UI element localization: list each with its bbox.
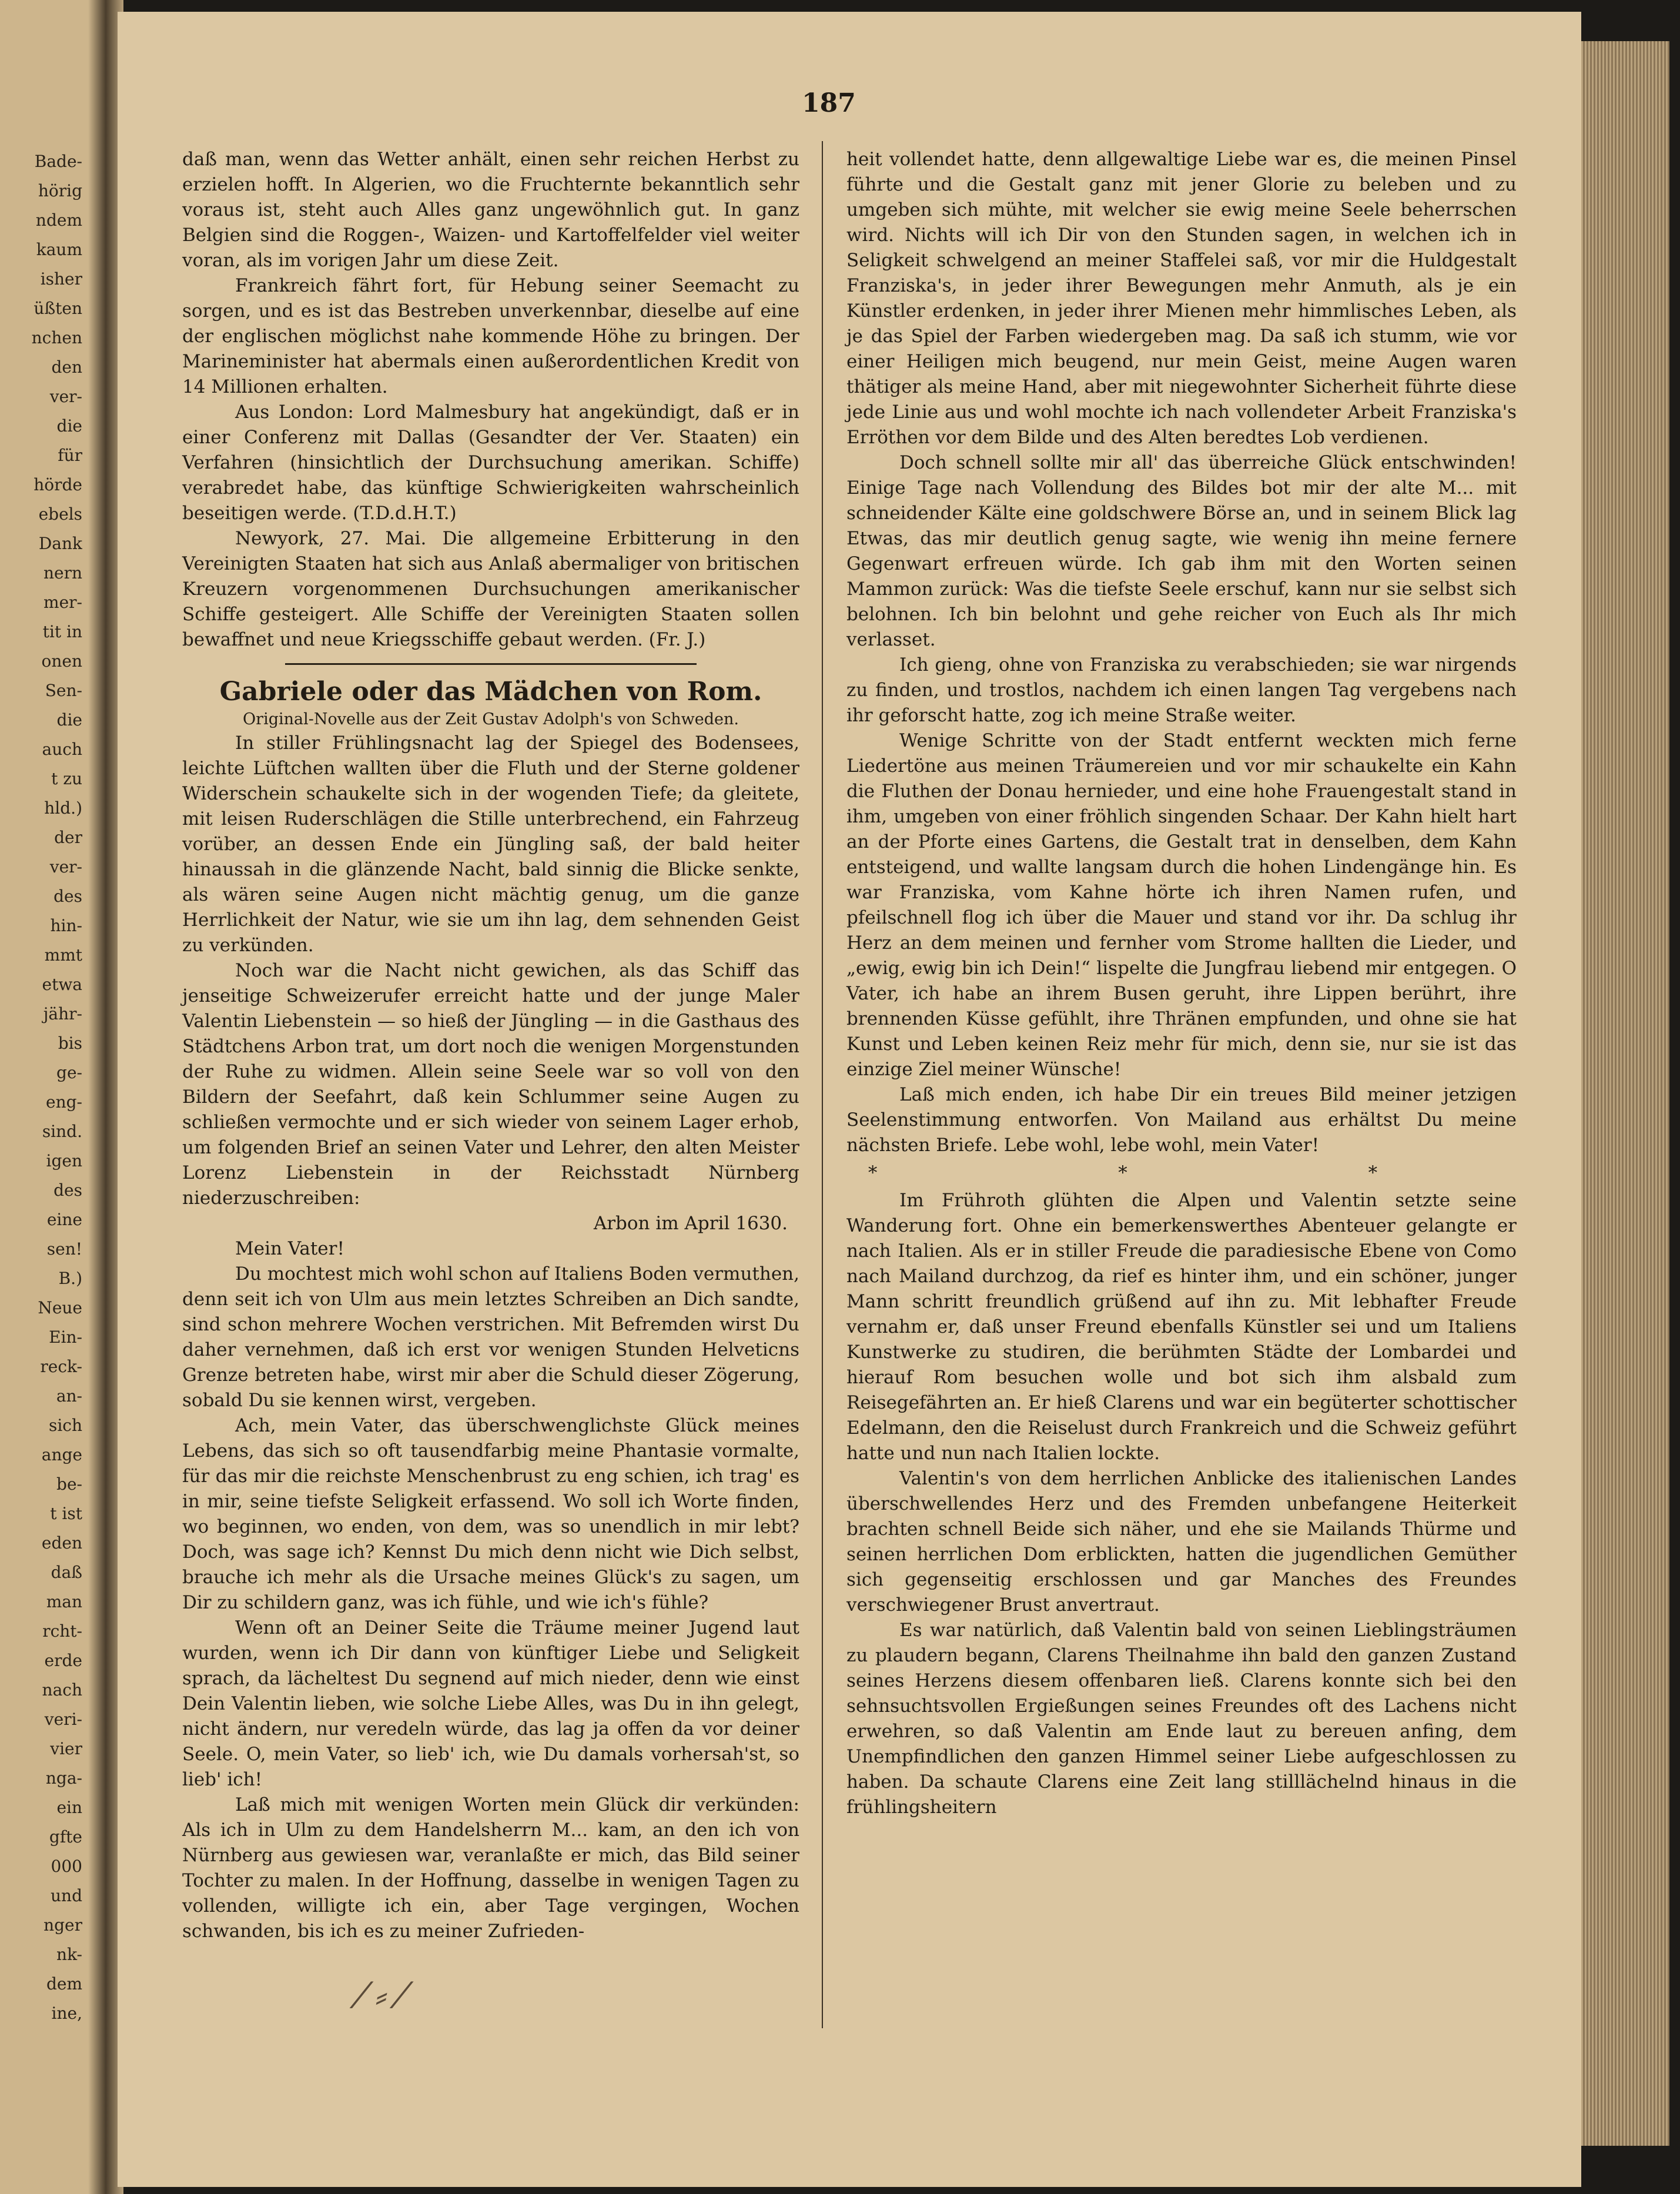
letter-paragraph: heit vollendet hatte, denn allgewaltige Liebe war es, die meinen Pinsel führte und die Gestalt ganz mit jener Glorie zu beleben und zu umgeben sich mühte, mit welcher sie ewig meine Seele beherrschen wird. Nichts will ich Dir von den Stunden sagen, in welchen ich in Seligkeit schwelgend an meiner Staffelei saß, vor mir die Huldgestalt Franziska's, in jeder ihrer Bewegungen mehr Anmuth, als je ein Künstler erdenken, in jeder ihrer Mienen mehr himmlisches Leben, als je das Spiel der Farben wiedergeben mag. Da saß ich stumm, wie vor einer Heiligen mich beugend, nur mein Geist, meine Augen waren thätiger als meine Hand, aber mit niegewohnter Sicherheit führte diese jede Linie aus und wohl mochte ich nach vollendeter Arbeit Franziska's Erröthen vor dem Bilde und des Alten beredtes Lob verdienen. bbox=[846, 149, 1517, 448]
left-page-fragment: ine, bbox=[51, 2004, 82, 2023]
left-page-fragment: ge- bbox=[56, 1063, 82, 1082]
story-paragraph: Im Frühroth glühten die Alpen und Valentin setzte seine Wanderung fort. Ohne ein bemerkenswerthes Abenteuer gelangte er nach Italien. Als er in stiller Freude die paradiesische Ebene von Como nach Mailand durchzog, da rief es hinter ihm, und ein schöner, junger Mann schritt freundlich grüßend auf ihn zu. Mit lebhafter Freude vernahm er, daß unser Freund ebenfalls Künstler sei und um Italiens Kunstwerke zu studiren, die berühmten Städte der Lombardei und hierauf Rom besuchen wolle und bot sich ihm alsbald zum Reisegefährten an. Er hieß Clarens und war ein begüterter schottischer Edelmann, den die Reiselust durch Frankreich und die Schweiz geführt hatte und nun nach Italien lockte. bbox=[846, 1190, 1517, 1464]
left-page-fragment: hin- bbox=[50, 916, 82, 935]
left-page-fragment: hörde bbox=[34, 475, 82, 494]
left-page-fragment: eine bbox=[46, 1210, 82, 1229]
left-page-fragment: onen bbox=[41, 651, 82, 671]
left-page-fragment: t ist bbox=[50, 1504, 82, 1523]
left-page-fragment: 000 bbox=[51, 1857, 82, 1876]
left-page-fragment: ver- bbox=[49, 387, 82, 406]
left-page-fragment: kaum bbox=[36, 240, 82, 259]
left-page-fragment: nger bbox=[43, 1915, 82, 1935]
news-paragraph: Newyork, 27. Mai. Die allgemeine Erbitterung in den Vereinigten Staaten hat sich aus Anlaß abermaliger von britischen Kreuzern vorgenommenen Durchsuchungen amerikanischer Schiffe gesteigert. Alle Schiffe der Vereinigten Staaten sollen bewaffnet und neue Kriegsschiffe gebaut werden. (Fr. J.) bbox=[182, 528, 799, 650]
left-page-fragment: rcht- bbox=[42, 1621, 82, 1641]
left-page-fragment: hld.) bbox=[44, 798, 82, 818]
left-page-fragment: bis bbox=[58, 1034, 82, 1053]
left-page-fragment: die bbox=[56, 710, 82, 730]
left-page-fragment: daß bbox=[51, 1563, 82, 1582]
left-page-fragment: Dank bbox=[38, 534, 82, 553]
left-page-fragments bbox=[0, 147, 82, 2028]
news-section bbox=[182, 147, 799, 653]
story-paragraph: Es war natürlich, daß Valentin bald von seinen Lieblingsträumen zu plaudern begann, Clarens Theilnahme ihn bald den ganzen Zustand seines Herzens diesem offenbaren ließ. Clarens konnte sich bei den sehnsuchtsvollen Ergießungen seines Freundes oft des Lachens nicht erwehren, so daß Valentin am Ende laut zu bereuen anfing, dem Unempfindlichen den ganzen Himmel seiner Liebe aufgeschlossen zu haben. Da schaute Clarens eine Zeit lang stilllächelnd hinaus in die frühlingsheitern bbox=[846, 1620, 1517, 1818]
section-stars: * * * bbox=[868, 1162, 1495, 1183]
left-page-fragment: des bbox=[53, 887, 82, 906]
left-page-fragment: nchen bbox=[31, 328, 82, 347]
left-page-fragment: Ein- bbox=[49, 1327, 82, 1347]
left-page-fragment: jähr- bbox=[43, 1004, 82, 1024]
left-page-fragment: dem bbox=[46, 1974, 82, 1994]
left-page-fragment: der bbox=[54, 828, 82, 847]
letter-paragraph: Ich gieng, ohne von Franziska zu verabschieden; sie war nirgends zu finden, und trostlos, nachdem ich einen langen Tag vergebens nach ihr geforscht hatte, zog ich meine Straße weiter. bbox=[846, 654, 1517, 726]
left-page-fragment: Neue bbox=[38, 1298, 82, 1317]
letter-paragraph: Laß mich mit wenigen Worten mein Glück dir verkünden: Als ich in Ulm zu dem Handelsherrn M... kam, an den ich von Nürnberg aus gewiesen war, veranlaßte er mich, das Bild seiner Tochter zu malen. In der Hoffnung, dasselbe in wenigen Tagen zu vollenden, willigte ich ein, aber Tage vergingen, Wochen schwanden, bis ich es zu meiner Zufrieden- bbox=[182, 1794, 799, 1942]
left-page-fragment: ndem bbox=[35, 210, 82, 230]
left-page-fragment: vier bbox=[50, 1739, 82, 1758]
left-page-fragment: t zu bbox=[51, 769, 82, 788]
left-page-fragment: eng- bbox=[46, 1092, 82, 1112]
left-page-fragment: mer- bbox=[43, 593, 82, 612]
left-page-fragment: man bbox=[46, 1592, 82, 1611]
letter-salutation: Mein Vater! bbox=[235, 1238, 344, 1259]
left-page-fragment: be- bbox=[56, 1474, 82, 1494]
section-rule bbox=[285, 663, 697, 665]
left-page-fragment: den bbox=[51, 357, 82, 377]
letter-paragraph: Du mochtest mich wohl schon auf Italiens Boden vermuthen, denn seit ich von Ulm aus mein letztes Schreiben an Dich sandte, sind schon mehrere Wochen verstrichen. Mit Befremden wirst Du daher vernehmen, daß ich erst vor wenigen Stunden Helveticns Grenze betreten habe, wirst mir aber die Schuld dieser Zögerung, sobald Du sie kennen wirst, vergeben. bbox=[182, 1263, 799, 1411]
story-paragraph: Valentin's von dem herrlichen Anblicke des italienischen Landes überschwellendes Herz und des Fremden unbefangene Heiterkeit brachten schnell Beide sich näher, und ehe sie Mailands Thürme und seinen herrlichen Dom erblickten, hatten die jugendlichen Gemüther sich gegenseitig erschlossen und gar Manches des Freundes verschwiegener Brust anvertraut. bbox=[846, 1468, 1517, 1616]
left-page-fragment: ein bbox=[56, 1798, 82, 1817]
left-page-fragment: ange bbox=[41, 1445, 82, 1464]
left-page-fragment: nach bbox=[42, 1680, 82, 1700]
left-page-fragment: nk- bbox=[56, 1945, 82, 1964]
news-paragraph: Aus London: Lord Malmesbury hat angekündigt, daß er in einer Conferenz mit Dallas (Gesandter der Ver. Staaten) ein Verfahren (hinsichtlich der Durchsuchung amerikan. Schiffe) verabredet habe, das künftige Schwierigkeiten wahrscheinlich beseitigen werde. (T.D.d.H.T.) bbox=[182, 402, 799, 524]
left-page-fragment: eden bbox=[41, 1533, 82, 1553]
left-column bbox=[182, 147, 799, 1944]
letter-paragraph: Laß mich enden, ich habe Dir ein treues Bild meiner jetzigen Seelenstimmung entworfen. Von Mailand aus erhältst Du meine nächsten Briefe. Lebe wohl, lebe wohl, mein Vater! bbox=[846, 1084, 1517, 1156]
right-column bbox=[846, 147, 1517, 1820]
letter-paragraph: Wenige Schritte von der Stadt entfernt weckten mich ferne Liedertöne aus meinen Träumereien und vor mir schaukelte ein Kahn die Fluthen der Donau hernieder, und eine hohe Frauengestalt stand in ihm, umgeben von einer fröhlich singenden Schaar. Der Kahn hielt hart an der Pforte eines Gartens, die Gestalt trat in denselben, dem Kahn entsteigend, und wallte langsam durch die hohen Lindengänge hin. Es war Franziska, vom Kahne hörte ich ihren Namen rufen, und pfeilschnell flog ich über die Mauer und stand vor ihr. Da schlug ihr Herz an dem meinen und fernher vom Strome hallten die Lieder, und „ewig, ewig bin ich Dein!“ lispelte die Jungfrau liebend mir entgegen. O Vater, ich habe an ihrem Busen geruht, ihre Lippen berührt, ihre brennenden Küsse gefühlt, ihre Thränen empfunden, und ohne sie hat Kunst und Leben keinen Reiz mehr für mich, denn sie, nur sie ist das einzige Ziel meiner Wünsche! bbox=[846, 730, 1517, 1080]
pencil-scribble: ⁄ ⸗ ⁄ bbox=[359, 1975, 405, 2016]
left-page-fragment: B.) bbox=[58, 1269, 82, 1288]
left-page-fragment: hörig bbox=[38, 181, 82, 200]
left-page-fragment: tit in bbox=[42, 622, 82, 641]
left-page-fragment: die bbox=[56, 416, 82, 436]
letter-paragraph: Wenn oft an Deiner Seite die Träume meiner Jugend laut wurden, wenn ich Dir dann von künftiger Liebe und Seligkeit sprach, da lächeltest Du segnend auf mich nieder, denn wie einst Dein Valentin lieben, wie solche Liebe Alles, was Du in ihn gelegt, nicht ändern, nur veredeln würde, das lag ja offen da vor deiner Seele. O, mein Vater, so lieb' ich, wie Du damals vorhersah'st, so lieb' ich! bbox=[182, 1617, 799, 1790]
left-page-fragment: nern bbox=[43, 563, 82, 583]
left-page-fragment: etwa bbox=[42, 975, 82, 994]
left-page-fragment: Bade- bbox=[34, 152, 82, 171]
left-page-fragment: igen bbox=[46, 1151, 82, 1170]
left-page-fragment: gfte bbox=[49, 1827, 82, 1847]
letter-paragraph: Ach, mein Vater, das überschwenglichste Glück meines Lebens, das sich so oft tausendfarbig meine Phantasie vormalte, für das mir die reichste Menschenbrust zu eng schien, ich trag' es in mir, seine tiefste Seligkeit erfassend. Wo soll ich Worte finden, wo beginnen, wo enden, von dem, was so unendlich in mir lebt? Doch, was sage ich? Kennst Du mich denn nicht wie Dich selbst, brauche ich mehr als die Ursache meines Glück's zu sagen, um Dir zu schildern ganz, was ich fühle, und wie ich's fühle? bbox=[182, 1415, 799, 1613]
left-page-fragment: Sen- bbox=[45, 681, 82, 700]
letter-dateline: Arbon im April 1630. bbox=[593, 1213, 788, 1234]
left-page-fragment: und bbox=[51, 1886, 82, 1905]
left-page-fragment: sich bbox=[48, 1416, 82, 1435]
left-page-fragment: üßten bbox=[34, 299, 82, 318]
left-page-fragment: ver- bbox=[49, 857, 82, 877]
story-paragraph: Noch war die Nacht nicht gewichen, als das Schiff das jenseitige Schweizerufer erreicht hatte und der junge Maler Valentin Liebenstein — so hieß der Jüngling — in die Gasthaus des Städtchens Arbon trat, um dort noch die wenigen Morgenstunden der Ruhe zu widmen. Allein seine Seele war so voll von den Bildern der Seefahrt, daß kein Schlummer seine Augen zu schließen vermochte und er sich wieder von seinem Lager erhob, um folgenden Brief an seinen Vater und Lehrer, den alten Meister Lorenz Liebenstein in der Reichsstadt Nürnberg niederzuschreiben: bbox=[182, 960, 799, 1209]
left-page-fragment: an- bbox=[56, 1386, 82, 1406]
left-page-fragment: des bbox=[53, 1180, 82, 1200]
page-edges bbox=[1581, 41, 1669, 2146]
left-page-fragment: mmt bbox=[44, 945, 82, 965]
column-divider bbox=[822, 141, 823, 2028]
left-page-fragment: nga- bbox=[45, 1768, 82, 1788]
story-subtitle: Original-Novelle aus der Zeit Gustav Adolph's von Schweden. bbox=[243, 710, 739, 728]
story-paragraph: In stiller Frühlingsnacht lag der Spiegel des Bodensees, leichte Lüftchen wallten über die Fluth und der Sterne goldener Widerschein schaukelte sich in der wogenden Tiefe; da gleitete, mit leisen Ruderschlägen die Stille unterbrechend, ein Fahrzeug vorüber, an dessen Ende ein Jüngling saß, der bald heiter hinaussah in die glänzende Nacht, bald sinnig die Blicke senkte, als wären seine Augen nicht mächtig genug, um die ganze Herrlichkeit der Natur, wie sie um ihn lag, dem sehnenden Geist zu verkünden. bbox=[182, 733, 799, 956]
left-page-fragment: ebels bbox=[38, 504, 82, 524]
news-paragraph: Frankreich fährt fort, für Hebung seiner Seemacht zu sorgen, und es ist das Bestreben unverkennbar, dieselbe auf eine der englischen möglichst nahe kommende Höhe zu bringen. Der Marineminister hat abermals einen außerordentlichen Kredit von 14 Millionen erhalten. bbox=[182, 275, 799, 397]
left-page-fragment: reck- bbox=[40, 1357, 82, 1376]
left-page-fragment: veri- bbox=[44, 1710, 82, 1729]
left-page-fragment: isher bbox=[40, 269, 82, 289]
letter-paragraph: Doch schnell sollte mir all' das überreiche Glück entschwinden! Einige Tage nach Vollendung des Bildes bot mir der alte M... mit schneidender Kälte eine goldschwere Börse an, und in seinem Blick lag Etwas, das mir deutlich genug sagte, wie wenig ihn meine fernere Gegenwart erfreuen würde. Ich gab ihm mit den Worten seinen Mammon zurück: Was die tiefste Seele erschuf, kann nur sie selbst sich belohnen. Ich bin belohnt und gehe reicher von Euch als Ihr mich verlasset. bbox=[846, 452, 1517, 650]
news-paragraph: daß man, wenn das Wetter anhält, einen sehr reichen Herbst zu erzielen hofft. In Algerien, wo die Fruchternte bekanntlich sehr voraus ist, steht auch Alles ganz ungewöhnlich gut. In ganz Belgien sind die Roggen-, Waizen- und Kartoffelfelder viel weiter voran, als im vorigen Jahr um diese Zeit. bbox=[182, 149, 799, 271]
left-page-fragment: erde bbox=[44, 1651, 82, 1670]
left-page-fragment: auch bbox=[42, 740, 82, 759]
story-title: Gabriele oder das Mädchen von Rom. bbox=[219, 677, 762, 707]
left-page-fragment: für bbox=[58, 446, 82, 465]
page-number: 187 bbox=[802, 88, 856, 118]
left-page-fragment: sen! bbox=[46, 1239, 82, 1259]
left-page-fragment: sind. bbox=[42, 1122, 82, 1141]
